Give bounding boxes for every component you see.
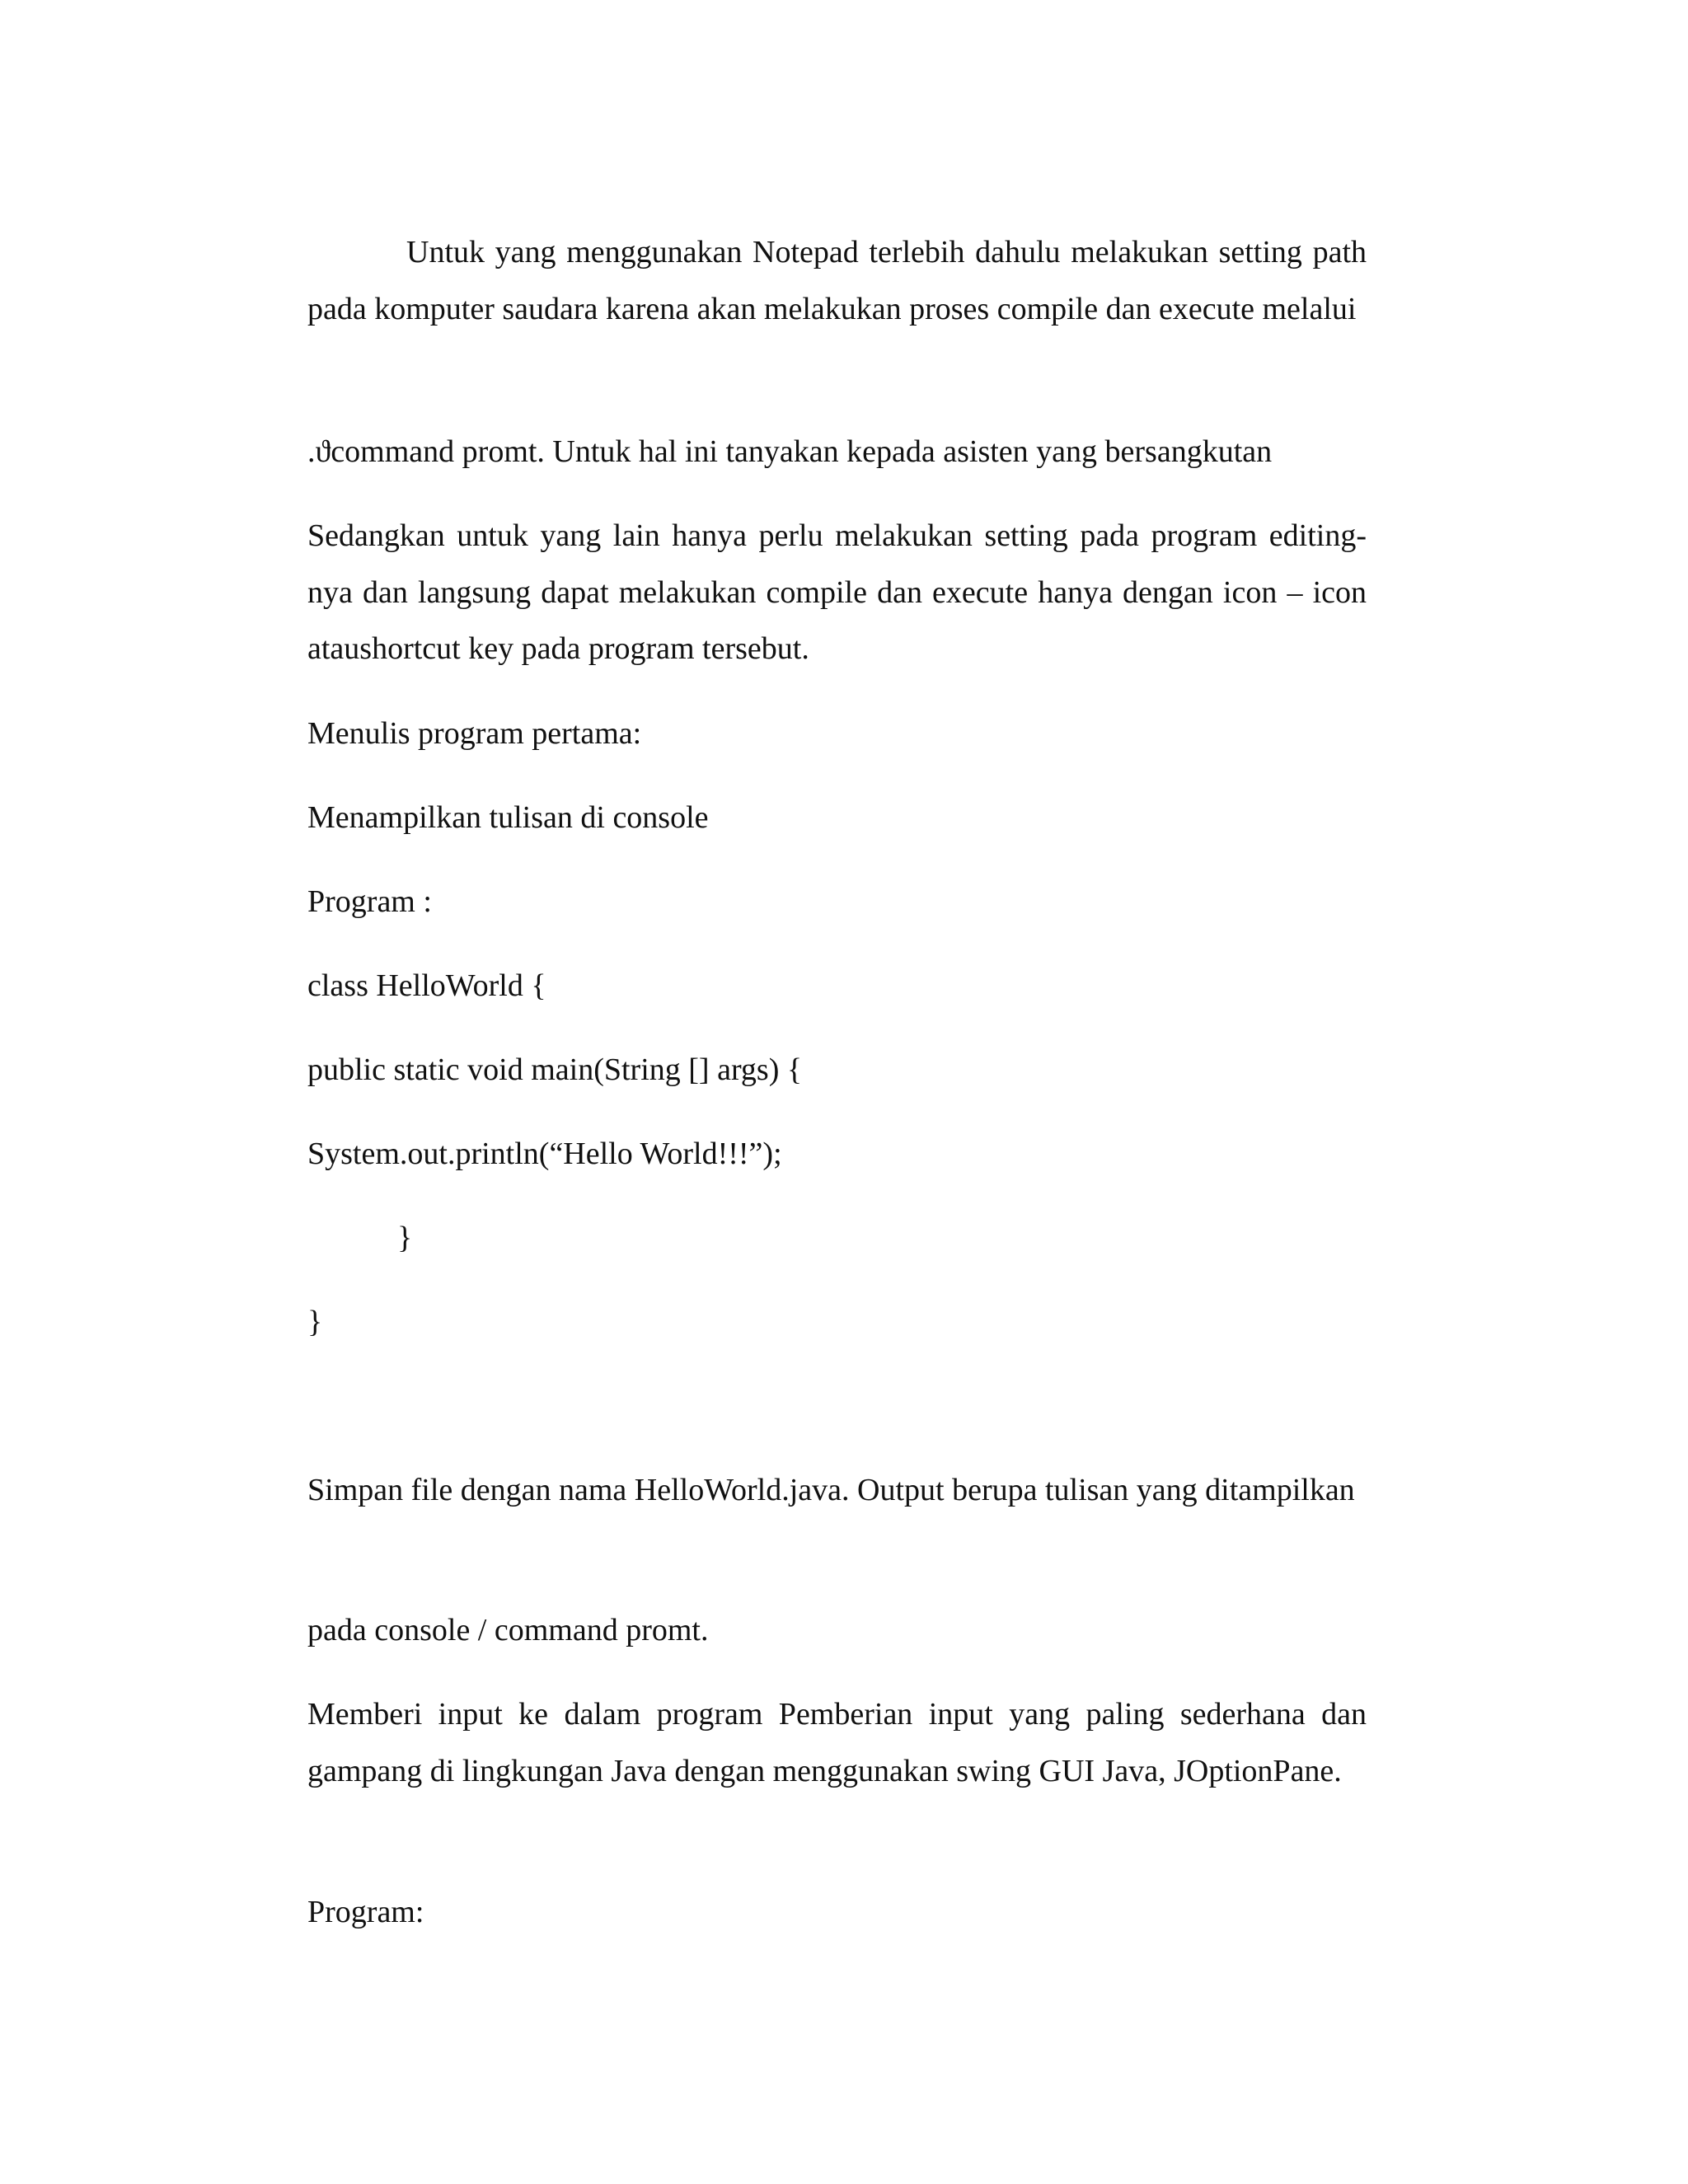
code-line-println: System.out.println(“Hello World!!!”); — [307, 1137, 782, 1171]
paragraph-notepad-setup — [307, 224, 1367, 337]
paragraph-console-promt: pada console / command promt. — [307, 1613, 709, 1647]
paragraph-text: Untuk yang menggunakan Notepad terlebih dahulu melakukan setting path pada komputer saudara karena akan melakukan proses compile dan execute melalui — [307, 235, 1367, 326]
program-label: Program : — [307, 884, 432, 919]
paragraph-other-editors — [307, 508, 1367, 677]
program-label-2: Program: — [307, 1895, 424, 1929]
paragraph-input-joptionpane — [307, 1686, 1367, 1799]
code-line-class: class HelloWorld { — [307, 968, 546, 1003]
heading-first-program: Menulis program pertama: — [307, 716, 642, 751]
code-line-close-class: } — [307, 1305, 323, 1339]
paragraph-text: Memberi input ke dalam program Pemberian input yang paling sederhana dan gampang di lingkungan Java dengan menggunakan swing GUI Java, JOptionPane. — [307, 1697, 1367, 1788]
code-line-close-main: } — [397, 1221, 413, 1255]
code-line-main: public static void main(String [] args) { — [307, 1052, 803, 1087]
paragraph-text: Simpan file dengan nama HelloWorld.java. Output berupa tulisan yang ditampilkan — [307, 1473, 1355, 1507]
subheading-console-output: Menampilkan tulisan di console — [307, 800, 709, 835]
paragraph-save-file — [307, 1462, 1367, 1519]
paragraph-text: Sedangkan untuk yang lain hanya perlu melakukan setting pada program editing-nya dan langsung dapat melakukan compile dan execute hanya dengan icon – icon ataushortcut key pada program tersebut. — [307, 518, 1367, 666]
paragraph-command-prompt: .ϑcommand promt. Untuk hal ini tanyakan kepada asisten yang bersangkutan — [307, 434, 1273, 469]
